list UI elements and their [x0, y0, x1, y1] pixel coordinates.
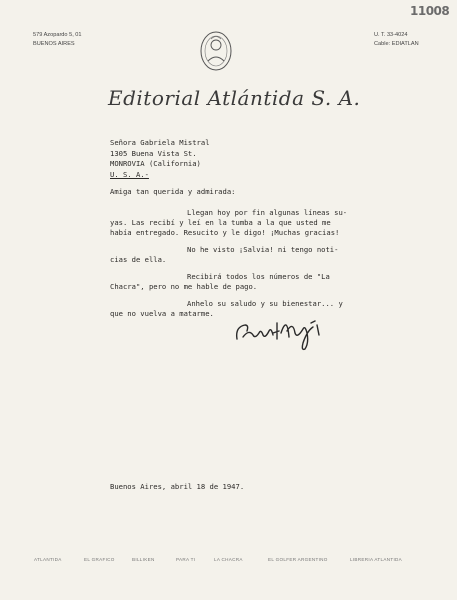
body-line: Anhelo su saludo y su bienestar... y [187, 299, 343, 308]
body-line: Chacra", pero no me hable de pago. [110, 282, 258, 291]
body-line: yas. Las recibí y leí en la tumba a la que usted me [110, 218, 331, 227]
archive-number: 11008 [410, 4, 450, 18]
letterhead-cable: Cable: EDIATLAN [374, 40, 419, 47]
body-line: Llegan hoy por fin algunas líneas su- [187, 208, 348, 217]
letterhead-contact [374, 31, 419, 48]
company-name: Editorial Atlántida S. A. [108, 86, 361, 110]
date-line: Buenos Aires, abril 18 de 1947. [110, 482, 245, 491]
footer-item: LA CHACRA [214, 557, 243, 562]
footer-item: PARA TI [176, 557, 196, 562]
letterhead-address-line: 579 Azopardo 5, 01 [33, 32, 82, 38]
recipient-city: MONROVIA (California) [110, 159, 201, 169]
recipient-block [110, 138, 210, 180]
recipient-name: Señora Gabriela Mistral [110, 138, 210, 147]
recipient-country: U. S. A.- [110, 169, 149, 179]
footer-item: BILLIKEN [132, 557, 155, 562]
body-line: Recibirá todos los números de "La [187, 272, 330, 281]
footer-item: EL GRAFICO [84, 557, 115, 562]
footer-item: LIBRERIA ATLANTIDA [350, 557, 403, 562]
salutation: Amiga tan querida y admirada: [110, 187, 236, 196]
letterhead-city: BUENOS AIRES [33, 40, 75, 47]
letterhead-address [33, 31, 82, 48]
body-line: cias de ella. [110, 255, 167, 264]
letterhead-phone: U. T. 33-4024 [374, 32, 408, 38]
footer-item: EL GOLFER ARGENTINO [268, 557, 328, 562]
company-logo [199, 29, 233, 73]
recipient-street: 1305 Buena Vista St. [110, 148, 197, 158]
body-line: había entregado. Resucito y le digo! ¡Muchas gracias! [110, 228, 340, 237]
body-line: No he visto ¡Salvia! ni tengo noti- [187, 245, 339, 254]
signature [233, 309, 329, 353]
footer-item: ATLANTIDA [34, 557, 62, 562]
body-line: que no vuelva a matarme. [110, 309, 214, 318]
